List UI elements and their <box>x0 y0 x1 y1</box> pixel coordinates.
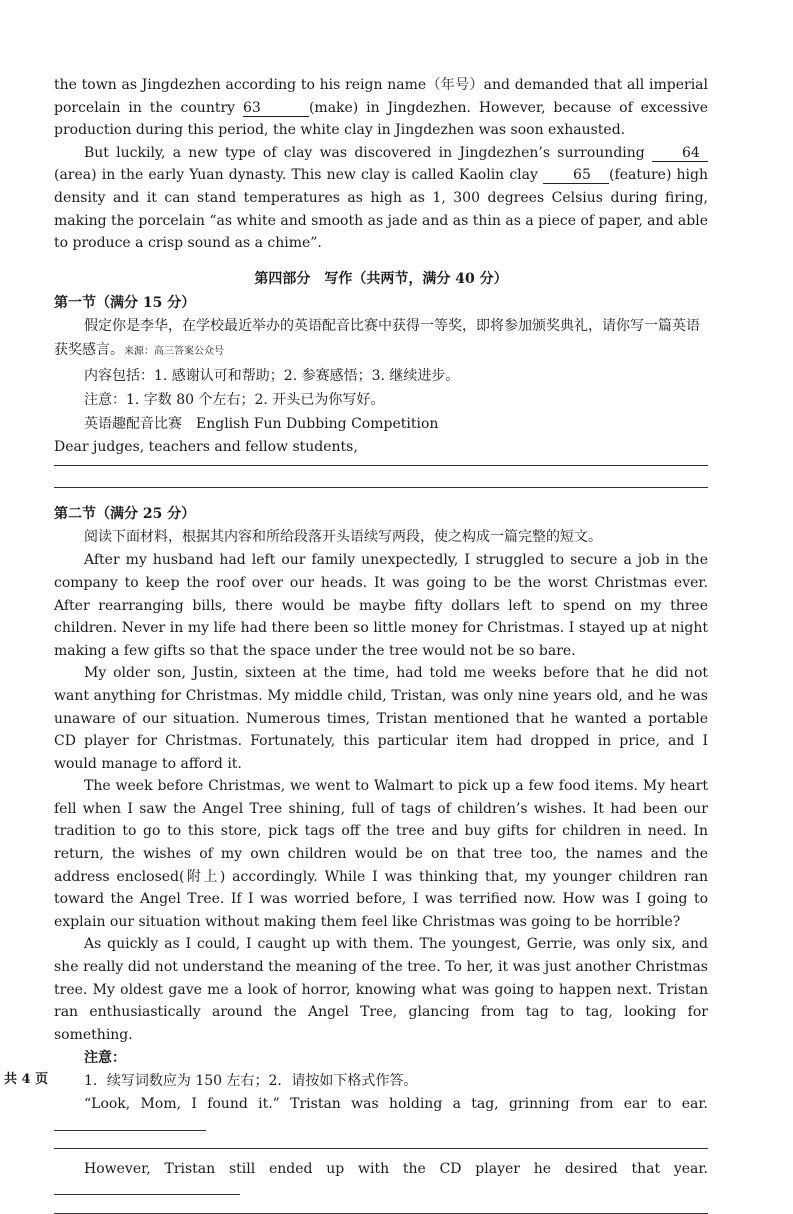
exam-page <box>54 74 708 1214</box>
blank-64: 64 <box>652 145 708 162</box>
answer-line <box>54 465 708 466</box>
reading-text: (make) in Jingdezhen. However, because of excessive production during this period, the white clay in Jingdezhen was soon exhausted. <box>54 99 708 139</box>
page-footer: 共 4 页 <box>4 1072 49 1087</box>
section-1-vocab: 英语趣配音比赛 English Fun Dubbing Competition <box>84 415 439 432</box>
reading-text: But luckily, a new type of clay was discovered in Jingdezhen’s surrounding <box>84 144 645 161</box>
note-title: 注意： <box>84 1050 126 1067</box>
section-2-instruction: 阅读下面材料，根据其内容和所给段落开头语续写两段，使之构成一篇完整的短文。 <box>84 529 602 546</box>
section-1-title: 第一节（满分 15 分） <box>54 294 196 311</box>
part-title: 第四部分 写作（共两节，满分 40 分） <box>254 270 508 287</box>
continuation-start-1 <box>54 1093 708 1138</box>
reading-paragraph-2 <box>54 142 708 255</box>
source-note: 来源：高三答案公众号 <box>124 345 224 357</box>
blank-65: 65 <box>543 167 609 184</box>
answer-line <box>54 1148 708 1149</box>
prompt-text: 假定你是李华，在学校最近举办的英语配音比赛中获得一等奖，即将参加颁奖典礼，请你写一篇英语获奖感言。 <box>54 317 700 358</box>
section-1-content: 内容包括：1. 感谢认可和帮助；2. 参赛感悟；3. 继续进步。 <box>84 367 460 384</box>
answer-line <box>54 1182 240 1195</box>
blank-63: 63 <box>243 100 309 117</box>
reading-text: (area) in the early Yuan dynasty. This new clay is called Kaolin clay <box>54 167 538 184</box>
answer-line <box>54 487 708 488</box>
reading-text: the town as Jingdezhen according to his reign name（年号）and demanded that all imperial porcelain in the country <box>54 77 708 116</box>
story-paragraph: The week before Christmas, we went to Walmart to pick up a few food items. My heart fell when I saw the Angel Tree shining, full of tags of children’s wishes. It had been our tradition to go to this store, pick tags off the tree and buy gifts for children in need. In return, the wishes of my own children would be on that tree too, the names and the address enclosed(附上) accordingly. While I was thinking that, my younger children ran toward the Angel Tree. If I was worried before, I was terrified now. How was I going to explain our situation without making them feel like Christmas was going to be horrible? <box>54 778 708 930</box>
section-1-note: 注意：1. 字数 80 个左右；2. 开头已为你写好。 <box>84 391 385 408</box>
story-paragraph: As quickly as I could, I caught up with them. The youngest, Gerrie, was only six, and she really did not understand the meaning of the tree. To her, it was just another Christmas tree. My oldest gave me a look of horror, knowing what was going to happen next. Tristan ran enthusiastically around the Angel Tree, glancing from tag to tag, looking for something. <box>54 936 708 1043</box>
section-2-title: 第二节（满分 25 分） <box>54 506 196 523</box>
section-2-note: 1．续写词数应为 150 左右；2．请按如下格式作答。 <box>84 1073 418 1090</box>
story-paragraph: After my husband had left our family unexpectedly, I struggled to secure a job in the company to keep the roof over our heads. It was going to be the worst Christmas ever. After rearranging bills, there would be maybe fifty dollars left to spend on my three children. Never in my life had there been so little money for Christmas. I stayed up at night making a few gifts so that the space under the tree would not be so bare. <box>54 552 708 659</box>
reading-text: (feature) high density and it can stand temperatures as high as 1, 300 degrees Celsius during firing, making the porcelain “as white and smooth as jade and as thin as a piece of paper, and able to produce a crisp sound as a chime”. <box>54 167 709 252</box>
story-paragraph: My older son, Justin, sixteen at the time, had told me weeks before that he did not want anything for Christmas. My middle child, Tristan, was only nine years old, and he was unaware of our situation. Numerous times, Tristan mentioned that he wanted a portable CD player for Christmas. Fortunately, this particular item had dropped in price, and I would manage to afford it. <box>54 665 708 772</box>
reading-paragraph-1 <box>54 74 708 142</box>
answer-line <box>54 1118 206 1131</box>
continuation-start-2 <box>54 1158 708 1203</box>
section-1-prompt <box>54 314 708 364</box>
start-sentence-1: “Look, Mom, I found it.” Tristan was holding a tag, grinning from ear to ear. <box>84 1096 708 1113</box>
letter-opening: Dear judges, teachers and fellow students, <box>54 438 358 455</box>
start-sentence-2: However, Tristan still ended up with the CD player he desired that year. <box>84 1160 708 1177</box>
